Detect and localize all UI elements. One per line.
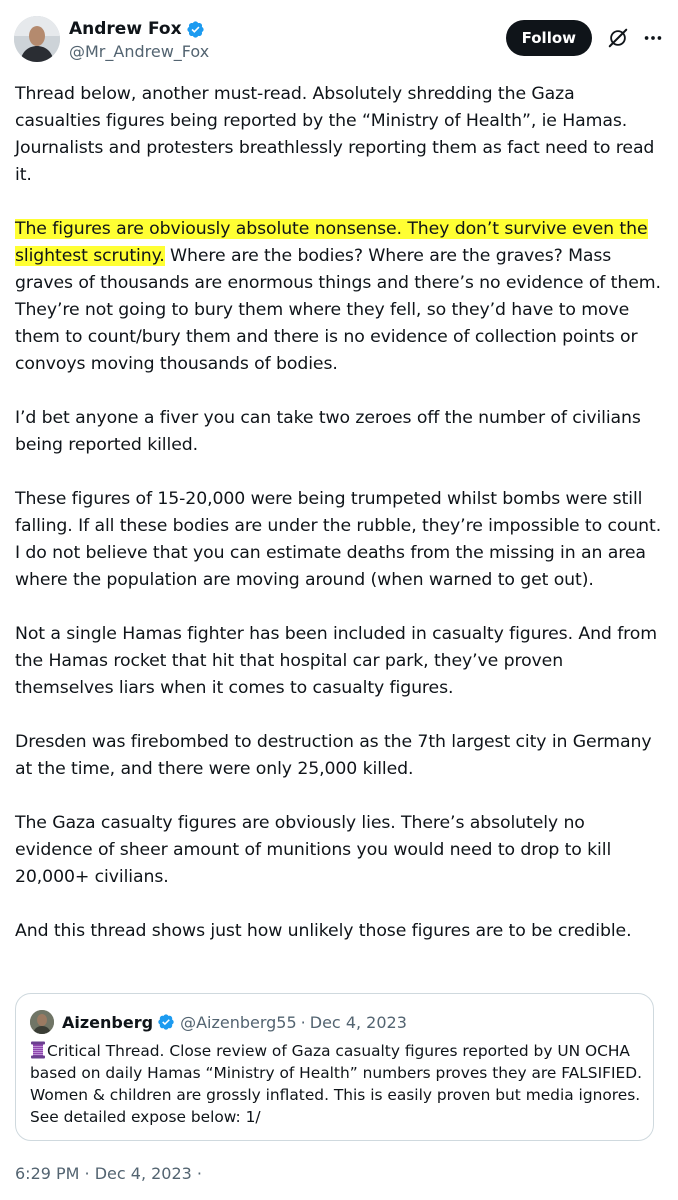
tweet-paragraph: The Gaza casualty figures are obviously lies. There’s absolutely no evidence of sheer amount of munitions you would need to drop to kill 20,000+ civilians. [15, 813, 612, 887]
tweet-paragraph-rest: Where are the bodies? Where are the graves? Mass graves of thousands are enormous things and there’s no evidence of them. They’re not going to bury them where they fell, so they’d have to move them to count/bury them and there is no evidence of collection points or convoys moving thousands of bodies. [15, 246, 661, 374]
quoted-tweet-header [30, 1008, 407, 1036]
tweet-paragraph [15, 216, 665, 378]
grok-icon[interactable] [607, 27, 629, 49]
tweet-paragraph: These figures of 15-20,000 were being trumpeted whilst bombs were still falling. If all these bodies are under the rubble, they’re impossible to count. I do not believe that you can estimate deaths from the missing in an area where the population are moving around (when warned to get out). [15, 489, 662, 590]
quoted-handle[interactable]: @Aizenberg55 [180, 1012, 297, 1032]
quoted-display-name[interactable]: Aizenberg [62, 1012, 154, 1032]
avatar[interactable] [14, 16, 60, 62]
tweet-header [14, 14, 664, 66]
tweet-paragraph: I’d bet anyone a fiver you can take two zeroes off the number of civilians being reported killed. [15, 408, 641, 455]
more-icon[interactable] [642, 27, 664, 49]
highlighted-text: The figures are obviously absolute nonsense. They don’t survive even the slightest scrutiny. [15, 219, 648, 266]
tweet-paragraph: Dresden was firebombed to destruction as the 7th largest city in Germany at the time, and there were only 25,000 killed. [15, 732, 652, 779]
tweet-text [15, 81, 665, 972]
quoted-text-body: Critical Thread. Close review of Gaza casualty figures reported by UN OCHA based on daily Hamas “Ministry of Health” numbers proves they are FALSIFIED. Women & children are grossly inflated. This is easily proven but media ignores. See detailed expose below: 1/ [30, 1042, 642, 1126]
quoted-avatar[interactable] [30, 1010, 54, 1034]
separator: · [300, 1012, 306, 1032]
follow-button[interactable]: Follow [506, 20, 592, 56]
tweet-paragraph: Not a single Hamas fighter has been included in casualty figures. And from the Hamas rocket that hit that hospital car park, they’ve proven themselves liars when it comes to casualty figures. [15, 624, 658, 698]
handle[interactable]: @Mr_Andrew_Fox [69, 42, 210, 61]
display-name[interactable]: Andrew Fox [69, 19, 182, 39]
author-names [69, 17, 209, 63]
tweet-paragraph: And this thread shows just how unlikely those figures are to be credible. [15, 921, 632, 941]
verified-badge-icon [157, 1013, 175, 1031]
tweet-timestamp[interactable]: 6:29 PM · Dec 4, 2023 · [15, 1164, 203, 1183]
verified-badge-icon [186, 20, 205, 39]
quoted-tweet-card[interactable] [15, 993, 654, 1141]
tweet-paragraph: Thread below, another must-read. Absolutely shredding the Gaza casualties figures being reported by the “Ministry of Health”, ie Hamas. Journalists and protesters breathlessly reporting them as fact need to read it. [15, 84, 655, 185]
quoted-date[interactable]: Dec 4, 2023 [309, 1012, 407, 1032]
spool-icon [30, 1041, 46, 1059]
quoted-tweet-text [30, 1040, 645, 1128]
